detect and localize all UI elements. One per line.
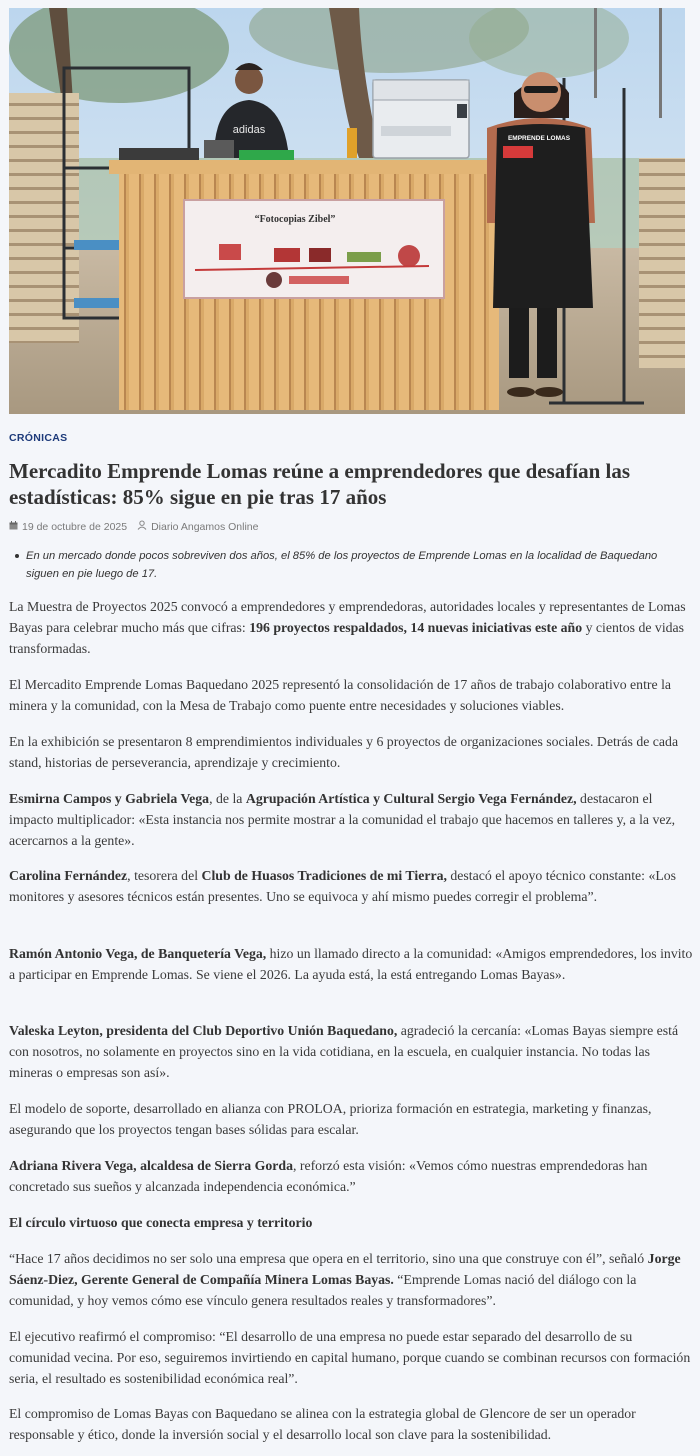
- paragraph-2: El Mercadito Emprende Lomas Baquedano 2025 representó la consolidación de 17 años de trabajo colaborativo entre la minera y la comunidad, con la Mesa de Trabajo como puente entre necesidades y soluciones viables.: [9, 677, 672, 713]
- section-subheading: El círculo virtuoso que conecta empresa y territorio: [9, 1215, 313, 1230]
- article-lead: [9, 547, 674, 583]
- apron-text: EMPRENDE LOMAS: [507, 135, 571, 142]
- paragraph-6: Ramón Antonio Vega, de Banquetería Vega, hizo un llamado directo a la comunidad: «Amigos emprendedores, los invito a participar en Emprende Lomas. Se viene el 2026. La ayuda está, la está entregando Lomas Bayas».: [9, 946, 693, 982]
- lead-item: En un mercado donde pocos sobreviven dos años, el 85% de los proyectos de Emprende Lomas en la localidad de Baquedano siguen en pie luego de 17.: [9, 547, 674, 583]
- paragraph-10: “Hace 17 años decidimos no ser solo una empresa que opera en el territorio, sino una que construye con él”, señaló Jorge Sáenz-Diez, Gerente General de Compañía Minera Lomas Bayas. “Emprende Lomas nació del diálogo con la comunidad, y hoy vemos cómo ese vínculo genera resultados reales y transformadores”.: [9, 1251, 681, 1308]
- hero-photo-illustration: [9, 8, 685, 414]
- calendar-icon: [9, 521, 18, 533]
- category-link[interactable]: CRÓNICAS: [9, 432, 68, 444]
- poster-title: “Fotocopias Zibel”: [254, 214, 336, 225]
- paragraph-9: Adriana Rivera Vega, alcaldesa de Sierra Gorda, reforzó esta visión: «Vemos cómo nuestras emprendedoras han concretado sus sueños y alcanzada independencia económica.”: [9, 1158, 648, 1194]
- hero-photo: [9, 8, 685, 414]
- paragraph-5: Carolina Fernández, tesorera del Club de Huasos Tradiciones de mi Tierra, destacó el apoyo técnico constante: «Los monitores y asesores técnicos están presentes. Uno se equivoca y ahí mismo puedes corregir el problema”.: [9, 868, 677, 904]
- article-title: Mercadito Emprende Lomas reúne a emprendedores que desafían las estadísticas: 85% sigue en pie tras 17 años: [9, 459, 631, 509]
- paragraph-7: Valeska Leyton, presidenta del Club Deportivo Unión Baquedano, agradeció la cercanía: «Lomas Bayas siempre está con nosotros, no solamente en proyectos sino en la vida cotidiana, en la escuela, en cualquier instancia. No todas las mineras o empresas son así».: [9, 1023, 679, 1080]
- article-date: 19 de octubre de 2025: [22, 520, 128, 533]
- paragraph-12: El compromiso de Lomas Bayas con Baquedano se alinea con la estrategia global de Glencore de ser un operador responsable y ético, donde la inversión social y el desarrollo local son clave para la sostenibilidad.: [9, 1406, 636, 1442]
- paragraph-3: En la exhibición se presentaron 8 emprendimientos individuales y 6 proyectos de organizaciones sociales. Detrás de cada stand, historias de perseverancia, aprendizaje y crecimiento.: [9, 734, 679, 770]
- paragraph-4: Esmirna Campos y Gabriela Vega, de la Agrupación Artística y Cultural Sergio Vega Fernández, destacaron el impacto multiplicador: «Esta instancia nos permite mostrar a la comunidad el trabajo que hacemos en talleres y, a la vez, acercarnos a la gente».: [9, 791, 676, 848]
- article-author[interactable]: Diario Angamos Online: [151, 520, 259, 533]
- article-meta: [9, 520, 258, 533]
- paragraph-1: La Muestra de Proyectos 2025 convocó a emprendedores y emprendedoras, autoridades locales y representantes de Lomas Bayas para celebrar mucho más que cifras: 196 proyectos respaldados, 14 nuevas iniciativas este año y cientos de vidas transformadas.: [9, 599, 686, 656]
- paragraph-11: El ejecutivo reafirmó el compromiso: “El desarrollo de una empresa no puede estar separado del desarrollo de su comunidad vecina. Por eso, seguiremos invirtiendo en capital humano, porque cuando se combinan recursos con formación seria, el resultado es sostenibilidad económica real”.: [9, 1329, 691, 1386]
- user-icon: [137, 520, 147, 533]
- shirt-text: adidas: [232, 124, 266, 136]
- paragraph-8: El modelo de soporte, desarrollado en alianza con PROLOA, prioriza formación en estrategia, marketing y finanzas, asegurando que los proyectos tengan bases sólidas para escalar.: [9, 1101, 652, 1137]
